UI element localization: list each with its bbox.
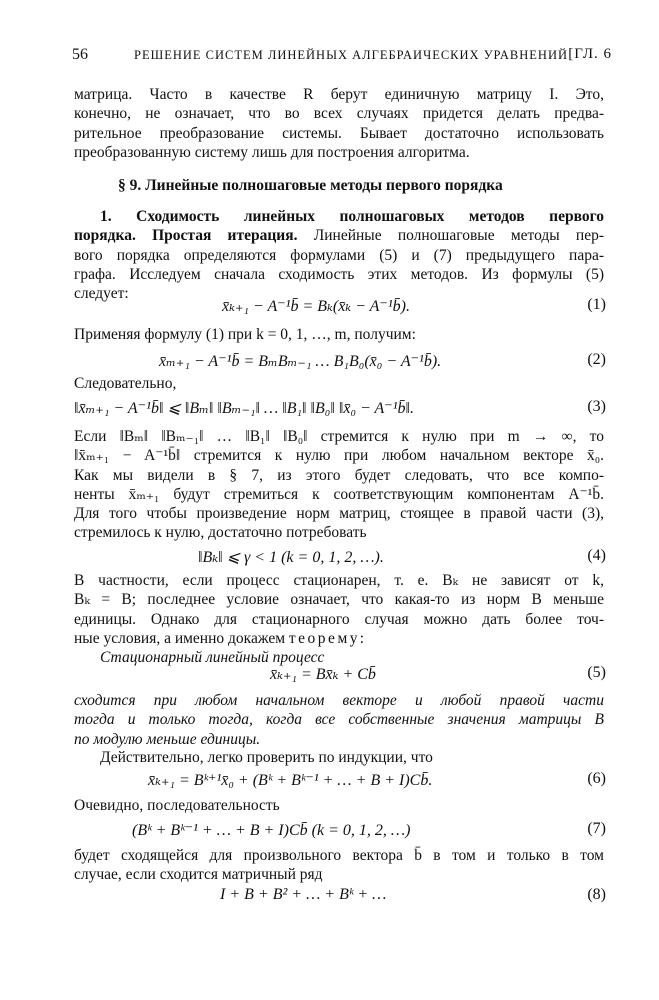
equation-number: (6) [587, 770, 606, 787]
subsection-paragraph [74, 207, 604, 303]
paragraph [74, 748, 604, 767]
intro-paragraph [74, 85, 604, 162]
text-line: тогда и только тогда, когда все собственные значения матрицы B [74, 711, 604, 729]
equation-2 [74, 351, 606, 373]
text-line: следует: [74, 285, 129, 303]
equation-3 [74, 398, 606, 420]
equation-5 [74, 664, 606, 686]
formula: ‖Bₖ‖ ⩽ γ < 1 (k = 0, 1, 2, …). [198, 549, 384, 566]
text-line: конечно, не означает, что во всех случаях придется делать предва- [74, 105, 604, 123]
paragraph [74, 374, 604, 393]
equation-number: (5) [587, 664, 606, 681]
equation-7 [74, 820, 606, 842]
equation-number: (3) [587, 398, 606, 415]
text-line: ненты x̄ₘ₊₁ будут стремиться к соответствующим компонентам A⁻¹b̄. [74, 485, 604, 503]
text-line: Применяя формулу (1) при k = 0, 1, …, m, получим: [74, 326, 416, 343]
paragraph [74, 427, 604, 543]
text-line: сходится при любом начальном векторе и любой правой части [74, 692, 604, 709]
equation-number: (2) [587, 351, 606, 368]
formula: (Bᵏ + Bᵏ⁻¹ + … + B + I)Cb̄ (k = 0, 1, 2, …) [132, 822, 411, 839]
theorem-word: теорему: [288, 629, 367, 647]
equation-6 [74, 770, 606, 792]
text-line: Для того чтобы произведение норм матриц, стоящее в правой части (3), [74, 505, 604, 523]
text-line [74, 226, 604, 245]
text-line: стремилось к нулю, достаточно потребовать [74, 524, 367, 542]
text-line: В частности, если процесс стационарен, т. е. Bₖ не зависят от k, [74, 572, 604, 589]
text-line: матрица. Часто в качестве R берут единичную матрицу I. Это, [74, 86, 604, 103]
text-line: Действительно, легко проверить по индукции, что [100, 749, 433, 766]
page-number: 56 [72, 46, 88, 63]
text-line: рительное преобразование системы. Бывает достаточно использовать [74, 124, 604, 142]
text-fragment: Линейные полношаговые методы пер- [297, 227, 604, 245]
subsection-heading: 1. Сходимость линейных полношаговых методов первого [100, 208, 604, 225]
running-title: РЕШЕНИЕ СИСТЕМ ЛИНЕЙНЫХ АЛГЕБРАИЧЕСКИХ УРАВНЕНИЙ [134, 48, 569, 62]
equation-number: (8) [587, 886, 606, 903]
text-line: преобразованную систему лишь для построения алгоритма. [74, 143, 470, 161]
running-header [72, 46, 612, 68]
text-line: вого порядка определяются формулами (5) и (7) предыдущего пара- [74, 246, 604, 264]
equation-4 [74, 547, 606, 569]
paragraph [74, 571, 604, 667]
equation-number: (7) [587, 820, 606, 837]
section-title: § 9. Линейные полношаговые методы первого порядка [118, 177, 503, 194]
theorem-intro: Стационарный линейный процесс [100, 649, 325, 667]
equation-1 [74, 296, 606, 318]
text-line: по модулю меньше единицы. [74, 730, 261, 748]
formula: x̄ₖ₊₁ − A⁻¹b̄ = Bₖ(x̄ₖ − A⁻¹b̄). [222, 298, 410, 315]
formula: I + B + B² + … + Bᵏ + … [220, 886, 387, 903]
paragraph [74, 325, 604, 344]
chapter-marker: [ГЛ. 6 [568, 46, 612, 62]
formula: x̄ₘ₊₁ − A⁻¹b̄ = BₘBₘ₋₁ … B₁B₀(x̄₀ − A⁻¹b̄). [159, 353, 442, 370]
text-line: Bₖ = B; последнее условие означает, что какая-то из норм B меньше [74, 591, 604, 609]
text-line: Очевидно, последовательность [74, 797, 280, 814]
formula: ‖x̄ₘ₊₁ − A⁻¹b̄‖ ⩽ ‖Bₘ‖ ‖Bₘ₋₁‖ … ‖B₁‖ ‖B₀‖ ‖x̄₀ − A⁻¹b̄‖. [74, 400, 415, 417]
equation-number: (4) [587, 547, 606, 564]
text-line [74, 629, 604, 648]
text-line: единицы. Однако для стационарного случая можно дать более точ- [74, 610, 604, 628]
text-line: ‖x̄ₘ₊₁ − A⁻¹b̄‖ стремится к нулю при любом начальном векторе x̄₀. [74, 447, 604, 465]
text-line: графа. Исследуем сначала сходимость этих методов. Из формулы (5) [74, 265, 604, 283]
paragraph [74, 796, 604, 815]
paragraph [74, 846, 604, 885]
text-line: Если ‖Bₘ‖ ‖Bₘ₋₁‖ … ‖B₁‖ ‖B₀‖ стремится к нулю при m → ∞, то [74, 428, 604, 445]
formula: x̄ₖ₊₁ = Bx̄ₖ + Cb̄ [270, 666, 376, 683]
equation-8 [74, 886, 606, 908]
text-line: будет сходящейся для произвольного вектора b̄ в том и только в том [74, 847, 604, 864]
text-line: Следовательно, [74, 375, 177, 392]
theorem-statement [74, 691, 604, 749]
text-line: Как мы видели в § 7, из этого будет следовать, что все компо- [74, 466, 604, 484]
equation-number: (1) [587, 296, 606, 313]
formula: x̄ₖ₊₁ = Bᵏ⁺¹x̄₀ + (Bᵏ + Bᵏ⁻¹ + … + B + I)Cb̄. [148, 772, 433, 789]
subsection-heading-cont: порядка. Простая итерация. [74, 227, 298, 245]
text-line: случае, если сходится матричный ряд [74, 866, 323, 884]
text-fragment: ные условия, а именно докажем [74, 629, 286, 647]
